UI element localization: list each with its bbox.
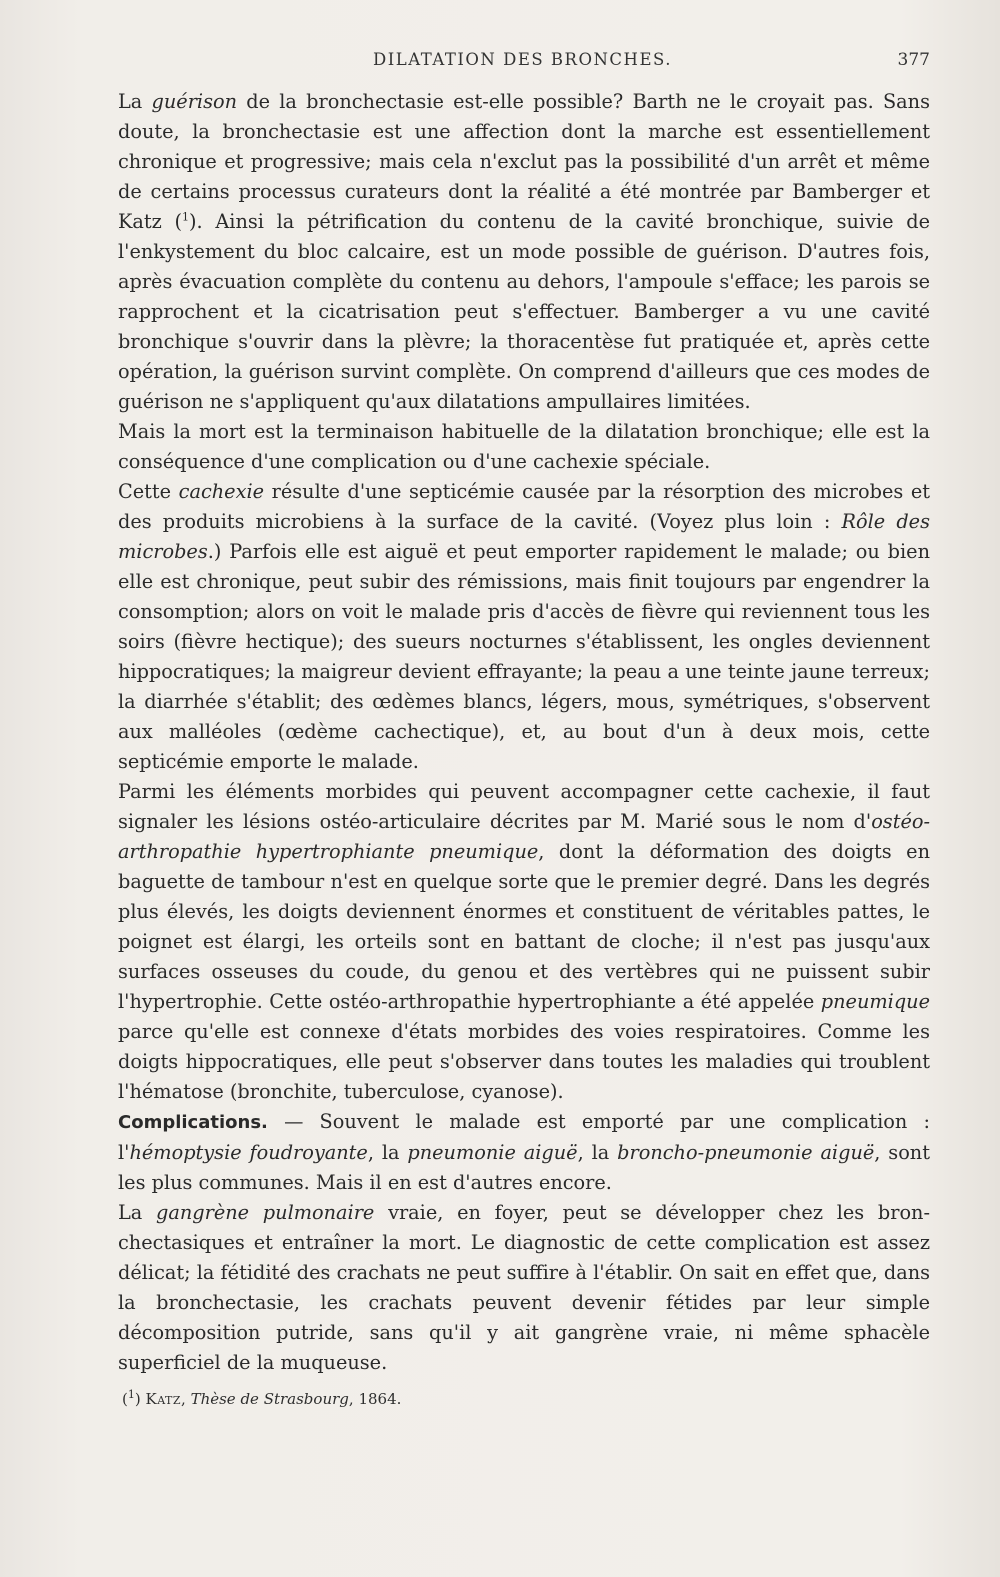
text-run: ). Ainsi la pétrification du contenu de la cavité bronchique, suivie de l'enkystement du bloc calcaire, est un mode possible de guérison. D'autres fois, après évacuation complète du contenu au dehors, l'ampoule s'efface; les parois se rapprochent et la cicatrisation peut s'effectuer. Bamberger a vu une cavité bronchique s'ouvrir dans la plèvre; la thoracentèse fut pratiquée et, après cette opération, la guérison survint complète. On comprend d'ailleurs que ces modes de guérison ne s'appliquent qu'aux dilatations ampullaires limitées. [118, 210, 930, 413]
italic-text: guérison [151, 90, 238, 113]
text-run: parce qu'elle est connexe d'états morbides des voies respiratoires. Comme les doigts hippocratiques, elle peut s'observer dans toutes les maladies qui troublent l'hématose (bronchite, tuberculose, cyanose). [118, 1020, 930, 1103]
paragraph [118, 87, 930, 417]
page-header [115, 50, 930, 80]
footnote-title: Thèse de Strasbourg [190, 1390, 349, 1408]
italic-text: gangrène pulmonaire [156, 1201, 375, 1224]
italic-text: pneumique [820, 990, 930, 1013]
section-heading: Complications. [118, 1112, 268, 1133]
text-run: , la [577, 1141, 618, 1164]
text-run: de la bronchectasie est-elle possible? Barth ne le croyait pas. Sans doute, la bronchectasie est une affection dont la marche est essentiellement chronique et progressive; mais cela n'exclut pas la possibilité d'un arrêt et même de certains processus curateurs dont la réalité a été montrée par Bamberger et Katz ( [118, 90, 930, 233]
text-run: résulte d'une septicémie causée par la résorption des microbes et des produits microbiens à la surface de la cavité. (Voyez plus loin : [118, 480, 931, 533]
footnote: ($^1$) Katz, Thèse de Strasbourg, 1864. [122, 1388, 402, 1408]
italic-text: ostéo-arthropathie hypertrophiante pneumique [118, 810, 930, 863]
italic-text: Rôle des microbes [118, 510, 930, 563]
text-run: .) Parfois elle est aiguë et peut emporter rapidement le malade; ou bien elle est chronique, peut subir des rémissions, mais finit toujours par engendrer la consomption; alors on voit le malade pris d'accès de fièvre qui reviennent tous les soirs (fièvre hectique); des sueurs nocturnes s'établissent, les ongles deviennent hippocratiques; la maigreur devient effrayante; la peau a une teinte jaune terreux; la diarrhée s'établit; des œdèmes blancs, légers, mous, symétriques, s'observent aux malléoles (œdème cachectique), et, au bout d'un à deux mois, cette septicémie emporte le malade. [118, 540, 930, 773]
text-run: vraie, en foyer, peut se développer chez les bronchectasiques et entraîner la mort. Le diagnostic de cette complication est assez délicat; la fétidité des crachats ne peut suffire à l'établir. On sait en effet que, dans la bronchectasie, les crachats peuvent devenir fétides par leur simple décomposition putride, sans qu'il y ait gangrène vraie, ni même sphacèle superficiel de la muqueuse. [118, 1201, 931, 1374]
footnote-year: 1864. [358, 1390, 402, 1408]
italic-text: hémoptysie foudroyante [129, 1141, 368, 1164]
text-run: , la [367, 1141, 408, 1164]
text-run: La [118, 1201, 157, 1224]
footnote-marker: 1 [127, 1388, 135, 1401]
text-run: Mais la mort est la terminaison habituelle de la dilatation bronchique; elle est la conséquence d'une complication ou d'une cachexie spéciale. [118, 420, 930, 473]
paragraph [118, 777, 930, 1107]
italic-text: broncho-pneumonie aiguë [617, 1141, 875, 1164]
paragraph [118, 417, 930, 477]
paragraph [118, 1107, 930, 1198]
text-run: , sont les plus communes. Mais il en est d'autres encore. [118, 1141, 930, 1194]
paragraph [118, 1198, 930, 1378]
italic-text: cachexie [178, 480, 265, 503]
footnote-reference: 1 [182, 210, 190, 224]
running-title: DILATATION DES BRONCHES. [373, 50, 672, 69]
page-number: 377 [897, 50, 930, 70]
text-run: La [118, 90, 152, 113]
paragraph [118, 477, 930, 777]
text-run: — Souvent le malade est emporté par une complication : l' [118, 1110, 930, 1164]
text-run: Parmi les éléments morbides qui peuvent accompagner cette cachexie, il faut signaler les lésions ostéo-articulaire décrites par M. Marié sous le nom d' [118, 780, 930, 833]
footnote-author: Katz [145, 1390, 182, 1408]
text-run: Cette [118, 480, 179, 503]
body-text [118, 87, 930, 1378]
text-run: , dont la déformation des doigts en baguette de tambour n'est en quelque sorte que le premier degré. Dans les degrés plus élevés, les doigts deviennent énormes et constituent de véritables pattes, le poignet est élargi, les orteils sont en battant de cloche; il n'est pas jusqu'aux surfaces osseuses du coude, du genou et des vertèbres qui ne puissent subir l'hypertrophie. Cette ostéo-arthropathie hypertrophiante a été appelée [118, 840, 930, 1013]
italic-text: pneumonie aiguë [407, 1141, 578, 1164]
